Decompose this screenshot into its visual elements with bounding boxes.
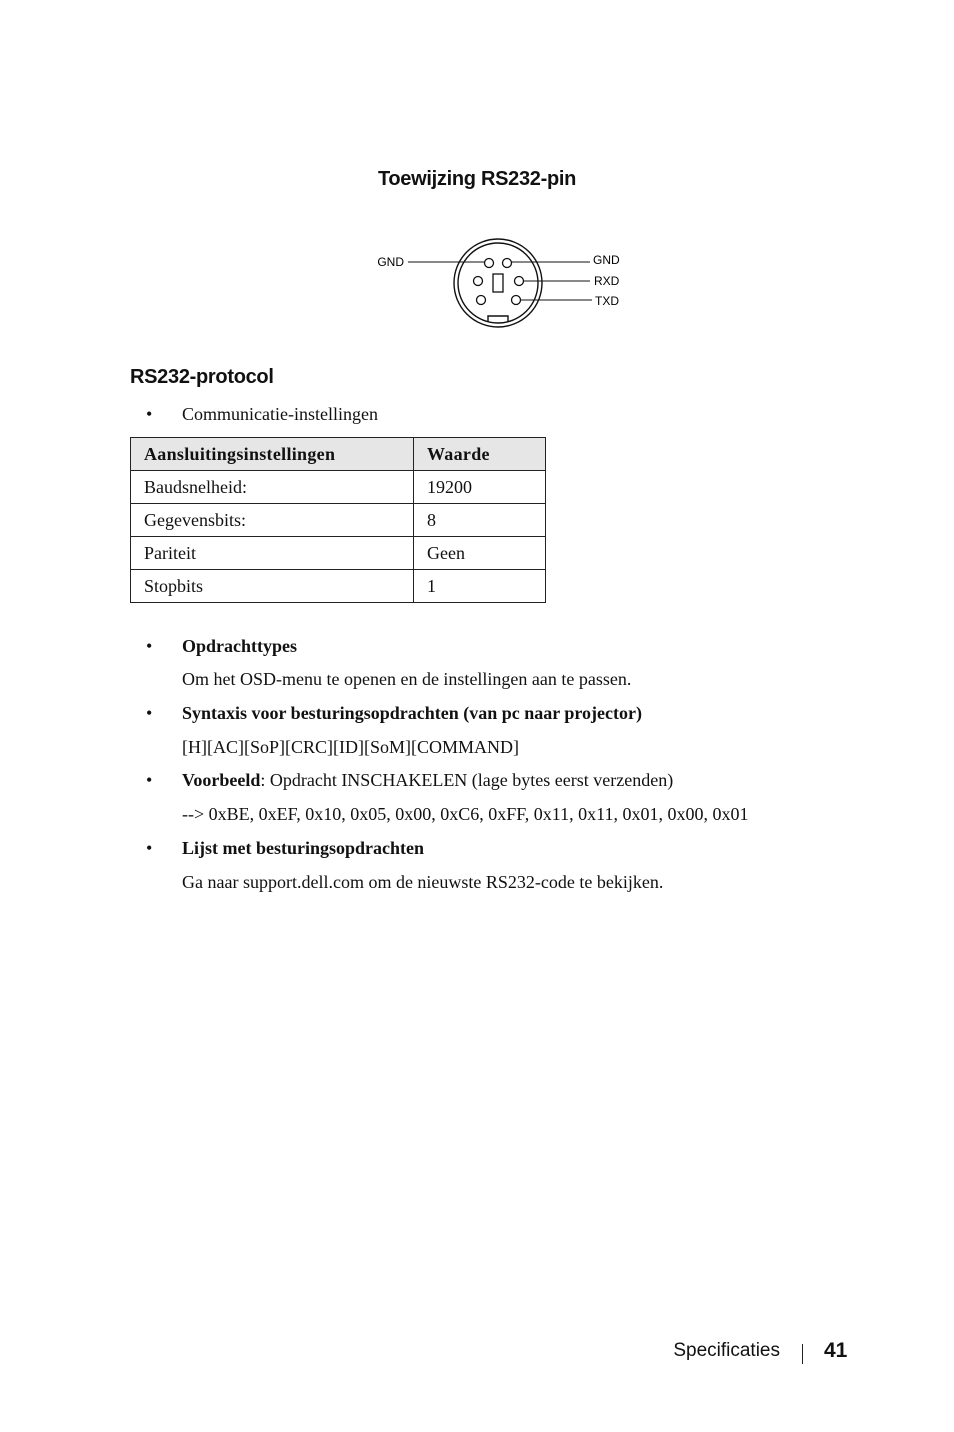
- bullet-command-list: [146, 838, 424, 859]
- table-cell-setting: Gegevensbits:: [131, 504, 414, 537]
- table-row: [131, 537, 546, 570]
- example-bytes-text: --> 0xBE, 0xEF, 0x10, 0x05, 0x00, 0xC6, 0xFF, 0x11, 0x11, 0x01, 0x00, 0x01: [182, 804, 749, 824]
- table-cell-value: 19200: [414, 471, 546, 504]
- command-syntax-heading: Syntaxis voor besturingsopdrachten (van pc naar projector): [182, 703, 643, 723]
- example-heading: Voorbeeld: [182, 770, 261, 790]
- pin-1: [485, 259, 494, 268]
- bullet-communication-settings: [146, 404, 378, 425]
- table-row: [131, 570, 546, 603]
- bullet-symbol: •: [146, 838, 153, 858]
- table-cell-setting: Pariteit: [131, 537, 414, 570]
- table-header-value: Waarde: [414, 438, 546, 471]
- pin-3: [474, 277, 483, 286]
- bullet-symbol: •: [146, 770, 153, 790]
- pin-2: [503, 259, 512, 268]
- command-syntax-text: [H][AC][SoP][CRC][ID][SoM][COMMAND]: [182, 737, 519, 757]
- rxd-label: RXD: [594, 274, 620, 288]
- footer-section-name: Specificaties: [673, 1340, 780, 1361]
- pin-4: [515, 277, 524, 286]
- pin-5: [477, 296, 486, 305]
- table-cell-value: 8: [414, 504, 546, 537]
- page-footer: [0, 1338, 954, 1368]
- command-list-text: Ga naar support.dell.com om de nieuwste RS232-code te bekijken.: [182, 872, 664, 892]
- bullet-symbol: •: [146, 404, 153, 424]
- table-header-setting: Aansluitingsinstellingen: [131, 438, 414, 471]
- connector-key-notch: [488, 316, 508, 322]
- table-cell-setting: Baudsnelheid:: [131, 471, 414, 504]
- bullet-example: [146, 770, 673, 791]
- communication-settings-table: [130, 437, 546, 603]
- table-header-row: [131, 438, 546, 471]
- footer-divider: [802, 1344, 803, 1364]
- txd-label: TXD: [595, 294, 619, 308]
- rs232-connector-diagram: [360, 230, 640, 340]
- table-cell-value: 1: [414, 570, 546, 603]
- table-cell-value: Geen: [414, 537, 546, 570]
- left-gnd-label: GND: [377, 255, 404, 269]
- table-row: [131, 471, 546, 504]
- protocol-section-title: RS232-protocol: [130, 366, 274, 388]
- example-heading-suffix: : Opdracht INSCHAKELEN (lage bytes eerst verzenden): [260, 770, 674, 790]
- command-types-text: Om het OSD-menu te openen en de instellingen aan te passen.: [182, 669, 632, 689]
- table-cell-setting: Stopbits: [131, 570, 414, 603]
- pin-6: [512, 296, 521, 305]
- command-list-heading: Lijst met besturingsopdrachten: [182, 838, 424, 858]
- table-row: [131, 504, 546, 537]
- bullet-command-syntax: [146, 703, 642, 724]
- page-number: 41: [824, 1339, 848, 1362]
- bullet-symbol: •: [146, 636, 153, 656]
- right-gnd-label: GND: [593, 253, 620, 267]
- command-types-heading: Opdrachttypes: [182, 636, 298, 656]
- center-key: [493, 274, 503, 292]
- bullet-command-types: [146, 636, 297, 657]
- communication-settings-label: Communicatie-instellingen: [182, 404, 378, 424]
- pin-assignment-title: Toewijzing RS232-pin: [377, 168, 577, 190]
- bullet-symbol: •: [146, 703, 153, 723]
